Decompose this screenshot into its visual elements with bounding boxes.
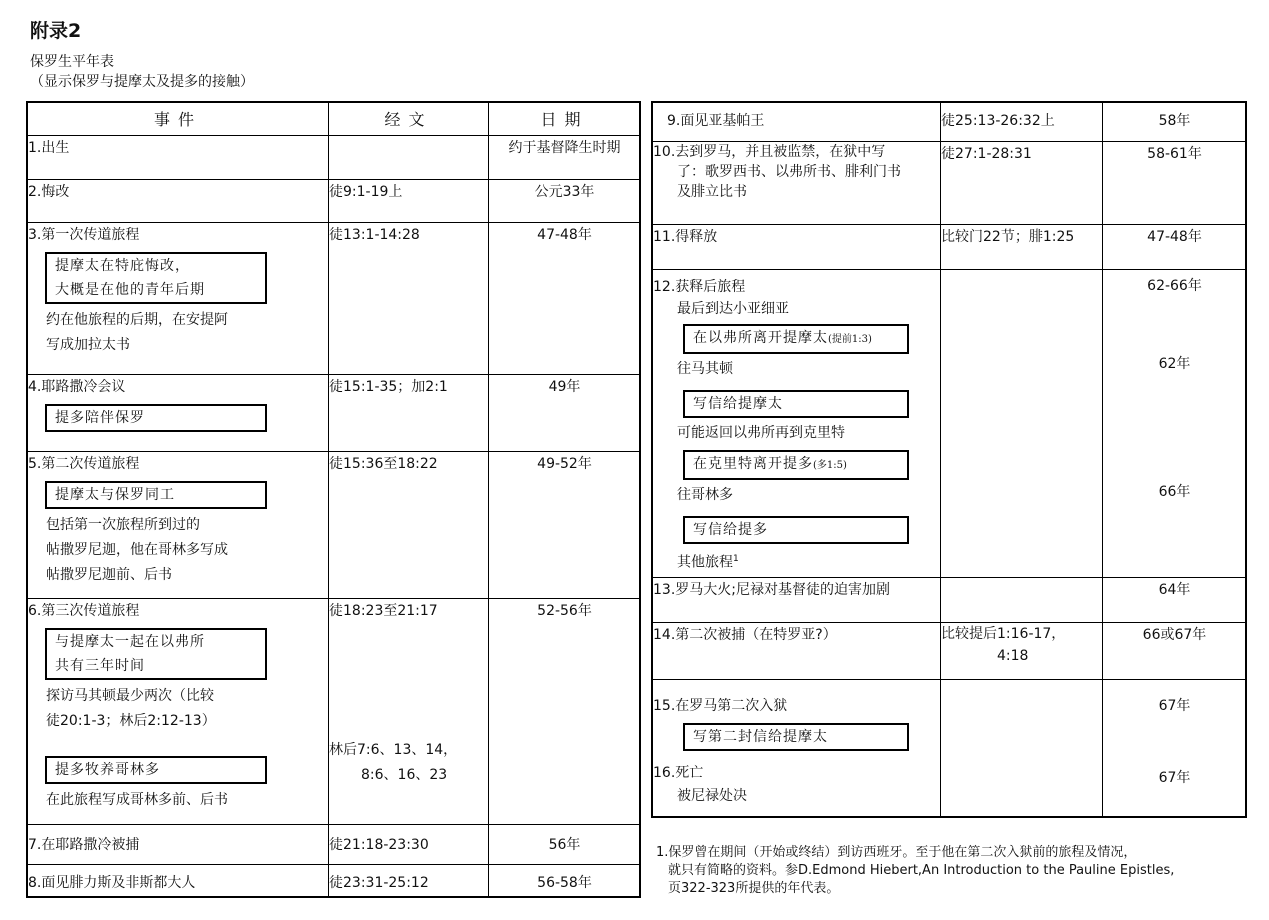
note-line: 提摩太在特庇悔改， [55, 258, 190, 274]
footnote-marker: 1 [733, 554, 739, 564]
event-detail: 最后到达小亚细亚 [677, 301, 789, 317]
note-line: 提多陪伴保罗 [55, 410, 145, 426]
date-text: 66年 [1158, 484, 1191, 500]
event-text: 16.死亡 [653, 765, 704, 781]
note-line: 写第二封信给提摩太 [693, 729, 828, 745]
date-text: 62年 [1158, 356, 1191, 372]
date-text: 47-48年 [537, 227, 592, 243]
date-text: 58-61年 [1147, 146, 1202, 162]
timothy-note-box [683, 324, 909, 354]
titus-note-box [683, 516, 909, 544]
event-text: 14.第二次被捕（在特罗亚?） [653, 627, 837, 643]
note-line: 写信给提多 [693, 522, 768, 538]
date-text: 约于基督降生时期 [508, 140, 621, 156]
note-line: 写信给提摩太 [693, 396, 783, 412]
date-text: 66或67年 [1142, 627, 1207, 643]
timothy-note-box [45, 252, 267, 304]
table-row [28, 375, 641, 452]
footnote-line: 1.保罗曾在期间（开始或终结）到访西班牙。至于他在第二次入狱前的旅程及情况， [656, 845, 1137, 860]
scripture-ref: 徒27:1-28:31 [941, 146, 1032, 162]
table-row [653, 680, 1247, 818]
event-detail: 往马其顿 [677, 361, 733, 377]
event-text: 6.第三次传道旅程 [28, 603, 140, 619]
event-text: 7.在耶路撒冷被捕 [28, 837, 140, 853]
header-scripture: 经文 [329, 103, 489, 136]
table-row [653, 578, 1247, 623]
note-line: 提多牧养哥林多 [55, 762, 160, 778]
event-text: 3.第一次传道旅程 [28, 227, 140, 243]
note-line: 大概是在他的青年后期 [55, 282, 205, 298]
scripture-ref: 林后7:6、13、14， [329, 742, 458, 758]
event-text: 了：歌罗西书、以弗所书、腓利门书 [677, 164, 901, 180]
event-detail: 写成加拉太书 [46, 337, 130, 353]
chronology-subtitle-note: （显示保罗与提摩太及提多的接触） [30, 74, 254, 90]
date-text: 49-52年 [537, 456, 592, 472]
header-event: 事件 [28, 103, 329, 136]
event-text: 5.第二次传道旅程 [28, 456, 140, 472]
event-detail: 约在他旅程的后期，在安提阿 [46, 312, 228, 328]
titus-note-box [683, 450, 909, 480]
event-text: 9.面见亚基帕王 [667, 113, 765, 129]
appendix-title: 附录2 [30, 20, 82, 42]
table-row [653, 270, 1247, 578]
date-text: 47-48年 [1147, 229, 1202, 245]
event-text: 4.耶路撒冷会议 [28, 379, 126, 395]
event-text: 15.在罗马第二次入狱 [653, 698, 788, 714]
chronology-subtitle: 保罗生平年表 [30, 54, 114, 70]
table-row [28, 865, 641, 898]
timothy-note-box [683, 390, 909, 418]
timothy-note-box [45, 628, 267, 680]
event-detail: 探访马其顿最少两次（比较 [46, 688, 214, 704]
footnote-line: 页322-323所提供的年代表。 [668, 881, 840, 896]
scripture-ref: 徒9:1-19上 [329, 184, 403, 200]
header-date: 日期 [489, 103, 641, 136]
date-text: 67年 [1158, 770, 1191, 786]
table-row [653, 103, 1247, 142]
event-detail: 其他旅程$^1$ [677, 554, 739, 571]
date-text: 公元33年 [534, 184, 595, 200]
chronology-table-right [652, 102, 1247, 818]
date-text: 67年 [1158, 698, 1191, 714]
date-text: 52-56年 [537, 603, 592, 619]
date-text: 49年 [548, 379, 581, 395]
scripture-ref: 4:18 [997, 648, 1029, 664]
event-detail: 往哥林多 [677, 487, 733, 503]
scripture-ref: 徒15:36至18:22 [329, 456, 438, 472]
table-header-row [28, 103, 641, 136]
note-ref: (多1:5) [813, 460, 847, 471]
table-row [28, 223, 641, 375]
scripture-ref: 比较门22节；腓1:25 [941, 229, 1075, 245]
table-row [653, 623, 1247, 680]
date-text: 58年 [1158, 113, 1191, 129]
timothy-note-box [45, 481, 267, 509]
scripture-ref: 徒23:31-25:12 [329, 875, 429, 891]
event-text: 8.面见腓力斯及非斯都大人 [28, 875, 196, 891]
scripture-ref: 徒25:13-26:32上 [941, 113, 1055, 129]
note-line: 提摩太与保罗同工 [55, 487, 175, 503]
note-line: 共有三年时间 [55, 658, 145, 674]
event-detail: 在此旅程写成哥林多前、后书 [46, 792, 228, 808]
table-row [653, 142, 1247, 225]
event-text: 11.得释放 [653, 229, 718, 245]
table-row [28, 825, 641, 865]
footnote [656, 844, 1174, 898]
event-text: 2.悔改 [28, 184, 70, 200]
table-row [28, 136, 641, 180]
note-line: 在克里特离开提多 [693, 456, 813, 472]
table-row [28, 452, 641, 599]
event-text: 1.出生 [28, 140, 70, 156]
event-text: 及腓立比书 [677, 184, 747, 200]
titus-note-box [45, 756, 267, 784]
note-line: 与提摩太一起在以弗所 [55, 634, 205, 650]
scripture-ref: 徒15:1-35；加2:1 [329, 379, 448, 395]
scripture-ref: 徒21:18-23:30 [329, 837, 429, 853]
event-text: 13.罗马大火;尼禄对基督徒的迫害加剧 [653, 582, 890, 598]
scripture-ref: 徒13:1-14:28 [329, 227, 420, 243]
footnote-line: 就只有简略的资料。参D.Edmond Hiebert,An Introduction to the Pauline Epistles, [668, 863, 1175, 878]
timothy-note-box [683, 723, 909, 751]
date-text: 56-58年 [537, 875, 592, 891]
event-detail: 帖撒罗尼迦，他在哥林多写成 [46, 542, 228, 558]
event-detail: 徒20:1-3；林后2:12-13） [46, 713, 216, 729]
scripture-ref: 徒18:23至21:17 [329, 603, 438, 619]
note-ref: (提前1:3) [828, 334, 872, 345]
table-row [28, 599, 641, 825]
titus-note-box [45, 404, 267, 432]
table-row [653, 225, 1247, 270]
scripture-ref: 8:6、16、23 [361, 767, 448, 783]
scripture-ref: 比较提后1:16-17， [941, 626, 1066, 642]
event-detail: 被尼禄处决 [677, 788, 747, 804]
event-text: 10.去到罗马，并且被监禁，在狱中写 [653, 144, 886, 160]
event-detail: 包括第一次旅程所到过的 [46, 517, 200, 533]
event-detail: 可能返回以弗所再到克里特 [677, 425, 845, 441]
event-detail: 帖撒罗尼迦前、后书 [46, 567, 172, 583]
date-text: 64年 [1158, 582, 1191, 598]
event-text: 12.获释后旅程 [653, 279, 746, 295]
note-line: 在以弗所离开提摩太 [693, 330, 828, 346]
table-row [28, 180, 641, 223]
date-text: 56年 [548, 837, 581, 853]
chronology-table-left [27, 102, 641, 898]
date-text: 62-66年 [1147, 278, 1202, 294]
